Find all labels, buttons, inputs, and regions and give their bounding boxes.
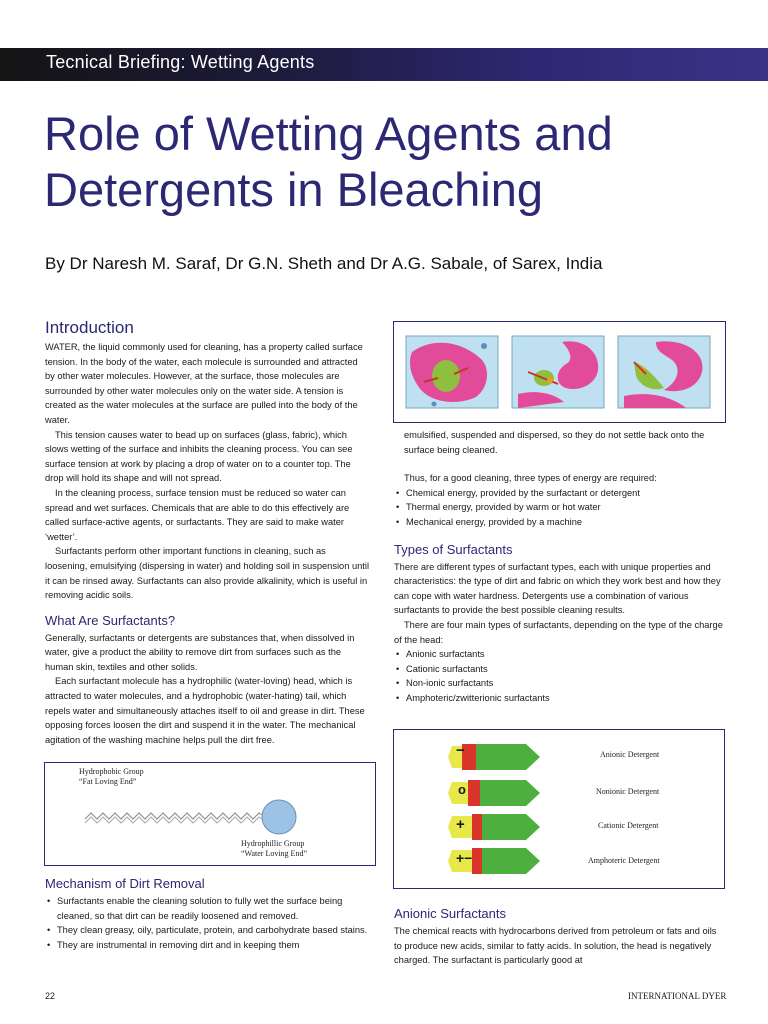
anionic-label: Anionic Detergent <box>600 750 660 759</box>
cationic-charge: + <box>456 816 465 833</box>
hydrophilic-head <box>262 800 296 834</box>
byline: By Dr Naresh M. Saraf, Dr G.N. Sheth and Dr A.G. Sabale, of Sarex, India <box>45 254 603 273</box>
hydrophilic-label <box>241 839 307 859</box>
what-paragraph-2: Each surfactant molecule has a hydrophilic (water-loving) head, which is attracted to water molecules, and a hydrophobic (water-hating) tail, which repels water and simultaneously attaches itself to oil and grease in dirt. These opposing forces loosen the dirt and suspend it in the water. The mechanical agitation of the washing machine helps pull the dirt free. <box>45 676 365 745</box>
amphoteric-label: Amphoteric Detergent <box>588 856 660 865</box>
surfactant-molecule-figure <box>44 762 376 866</box>
cationic-label: Cationic Detergent <box>598 821 659 830</box>
hydrophilic-label-line1: Hydrophillic Group <box>241 839 305 848</box>
cleaning-illustration <box>393 321 726 423</box>
mechanism-bullet-1: • Surfactants enable the cleaning solution to fully wet the surface being cleaned, so that dirt can be readily loosened and removed. <box>45 894 370 923</box>
what-paragraph-1: Generally, surfactants or detergents are substances that, when dissolved in water, give a product the ability to remove dirt from surfaces such as the human skin, textiles and other solids. <box>45 632 355 672</box>
publication-name: INTERNATIONAL DYER <box>628 991 727 1001</box>
types-bullet-3: • Non-ionic surfactants <box>394 676 724 691</box>
detergent-types-figure <box>393 729 725 889</box>
right-column <box>394 428 724 706</box>
types-paragraph-1: There are different types of surfactant types, each with unique properties and characteristics: the type of dirt and fabric on which they work best and how they can cope with water hardness. Detergents use a combination of various surfactants to provide the best possible cleaning results. <box>394 561 721 616</box>
hydrophobic-tail-shadow <box>85 817 265 823</box>
intro-paragraph-4: Surfactants perform other important functions in cleaning, such as loosening, emulsifying (dispersing in water) and holding soil in suspension until it can be rinsed away. Surfactants can also provide alkalinity, which is useful in removing acidic soils. <box>45 546 370 601</box>
detergent-arrows <box>394 730 724 888</box>
anionic-heading: Anionic Surfactants <box>394 906 507 921</box>
anionic-section <box>394 906 724 968</box>
types-bullet-2: • Cationic surfactants <box>394 662 724 677</box>
hydrophobic-label-line2: “Fat Loving End” <box>79 777 137 786</box>
banner-title: Tecnical Briefing: Wetting Agents <box>46 52 315 72</box>
intro-paragraph-1: WATER, the liquid commonly used for cleaning, has a property called surface tension. In the body of the water, each molecule is surrounded and attracted by other water molecules. However, at the surface, those molecules are surrounded by other water molecules only on the water side. A tension is created as the water molecules at the surface are pulled into the body of the water. <box>45 342 363 425</box>
title-line-2: Detergents in Bleaching <box>44 163 544 216</box>
dirt-removal-panels <box>394 322 725 422</box>
mechanism-bullet-2: • They clean greasy, oily, particulate, protein, and carbohydrate based stains. <box>45 923 370 938</box>
amphoteric-charge: +− <box>456 850 473 866</box>
nonionic-label: Nonionic Detergent <box>596 787 660 796</box>
types-bullet-1: • Anionic surfactants <box>394 647 724 662</box>
page-number: 22 <box>45 991 56 1001</box>
energy-bullet-1: • Chemical energy, provided by the surfactant or detergent <box>394 486 724 501</box>
what-heading: What Are Surfactants? <box>45 612 176 628</box>
molecule-diagram <box>45 763 375 865</box>
hydrophilic-label-line2: “Water Loving End” <box>241 849 307 858</box>
energy-intro: Thus, for a good cleaning, three types of energy are required: <box>404 473 657 484</box>
mechanism-heading: Mechanism of Dirt Removal <box>45 876 205 891</box>
types-paragraph-2: There are four main types of surfactants, depending on the type of the charge of the head: <box>394 619 723 645</box>
anionic-paragraph: The chemical reacts with hydrocarbons derived from petroleum or fats and oils to produce new acids, similar to fatty acids. In solution, the head is negatively charged. The surfactant is particularly good at <box>394 926 717 966</box>
hydrophobic-label-line1: Hydrophobic Group <box>79 767 144 776</box>
mechanism-bullet-3: • They are instrumental in removing dirt and in keeping them <box>45 938 370 953</box>
section-banner <box>0 48 768 81</box>
anionic-charge: − <box>456 742 465 759</box>
article-title <box>44 106 744 218</box>
intro-paragraph-3: In the cleaning process, surface tension must be reduced so water can spread and wet surfaces. Chemicals that are able to do this effectively are called surface-active agents, or surfactants. They are said to make water ‘wetter’. <box>45 487 350 542</box>
title-line-1: Role of Wetting Agents and <box>44 107 613 160</box>
hydrophobic-tail <box>85 813 265 819</box>
types-bullet-4: • Amphoteric/zwitterionic surfactants <box>394 691 724 706</box>
intro-heading: Introduction <box>45 318 134 337</box>
mechanism-section <box>45 876 370 952</box>
energy-bullet-3: • Mechanical energy, provided by a machine <box>394 515 724 530</box>
energy-bullet-2: • Thermal energy, provided by warm or hot water <box>394 500 724 515</box>
types-heading: Types of Surfactants <box>394 541 513 557</box>
continued-paragraph: emulsified, suspended and dispersed, so they do not settle back onto the surface being cleaned. <box>404 430 705 455</box>
left-column <box>45 318 370 747</box>
intro-paragraph-2: This tension causes water to bead up on surfaces (glass, fabric), which slows wetting of the surface and inhibits the cleaning process. You can see surface tension at work by placing a drop of water on to a counter top. The drop will hold its shape and will not spread. <box>45 429 353 484</box>
nonionic-charge: o <box>458 782 466 797</box>
